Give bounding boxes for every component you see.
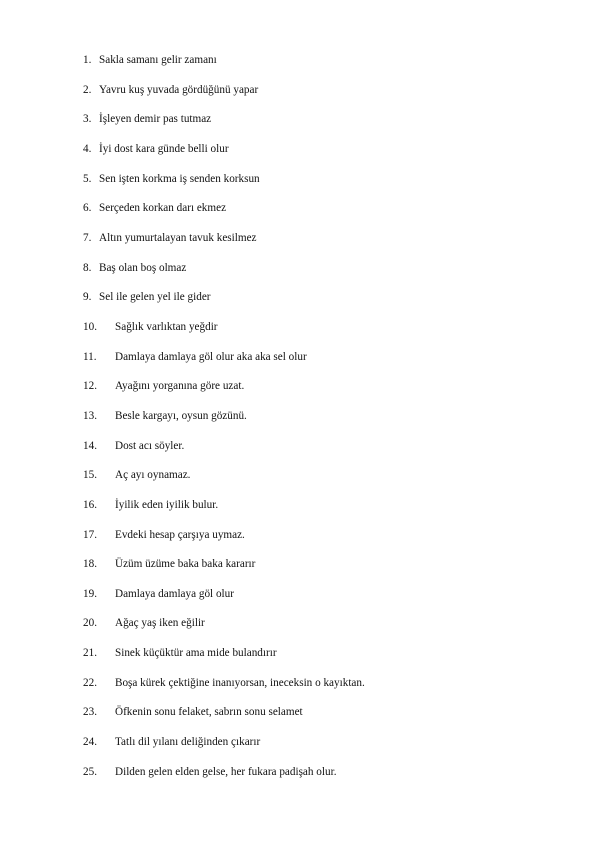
item-number: 18. bbox=[83, 558, 97, 571]
item-number: 14. bbox=[83, 439, 97, 452]
item-text: İyilik eden iyilik bulur. bbox=[115, 498, 219, 511]
item-number: 21. bbox=[83, 647, 97, 660]
item-number: 15. bbox=[83, 469, 97, 482]
list-item bbox=[83, 201, 563, 231]
item-text: Dilden gelen elden gelse, her fukara padişah olur. bbox=[115, 765, 337, 778]
list-item bbox=[83, 616, 563, 646]
item-number: 22. bbox=[83, 676, 97, 689]
item-text: Damlaya damlaya göl olur aka aka sel olur bbox=[115, 350, 307, 363]
list-item bbox=[83, 320, 563, 350]
item-number: 10. bbox=[83, 320, 97, 333]
list-item bbox=[83, 261, 563, 291]
list-item bbox=[83, 112, 563, 142]
item-number: 4. bbox=[83, 142, 92, 155]
list-item bbox=[83, 705, 563, 735]
list-item bbox=[83, 231, 563, 261]
item-text: Altın yumurtalayan tavuk kesilmez bbox=[99, 231, 257, 244]
item-text: Sen işten korkma iş senden korksun bbox=[99, 172, 260, 185]
item-text: Tatlı dil yılanı deliğinden çıkarır bbox=[115, 736, 261, 749]
item-text: Evdeki hesap çarşıya uymaz. bbox=[115, 528, 245, 541]
item-text: İyi dost kara günde belli olur bbox=[99, 142, 229, 155]
item-text: Yavru kuş yuvada gördüğünü yapar bbox=[99, 83, 259, 96]
item-text: Serçeden korkan darı ekmez bbox=[99, 202, 227, 215]
item-text: Üzüm üzüme baka baka kararır bbox=[115, 558, 256, 571]
list-item bbox=[83, 439, 563, 469]
item-number: 11. bbox=[83, 350, 97, 363]
list-item bbox=[83, 498, 563, 528]
item-number: 24. bbox=[83, 736, 97, 749]
item-number: 2. bbox=[83, 83, 92, 96]
item-text: Dost acı söyler. bbox=[115, 439, 185, 452]
list-item bbox=[83, 53, 563, 83]
item-text: Besle kargayı, oysun gözünü. bbox=[115, 409, 247, 422]
item-number: 8. bbox=[83, 261, 92, 274]
item-number: 1. bbox=[83, 54, 92, 66]
list-item bbox=[83, 468, 563, 498]
item-number: 7. bbox=[83, 231, 92, 244]
item-text: Sağlık varlıktan yeğdir bbox=[115, 320, 218, 333]
item-number: 25. bbox=[83, 765, 97, 778]
item-text: İşleyen demir pas tutmaz bbox=[99, 113, 212, 126]
proverb-list bbox=[83, 53, 563, 794]
item-text: Sakla samanı gelir zamanı bbox=[99, 54, 217, 66]
item-number: 9. bbox=[83, 291, 92, 304]
item-text: Sinek küçüktür ama mide bulandırır bbox=[115, 647, 277, 660]
item-number: 3. bbox=[83, 113, 92, 126]
list-item bbox=[83, 765, 563, 795]
list-item bbox=[83, 379, 563, 409]
item-number: 20. bbox=[83, 617, 97, 630]
item-number: 16. bbox=[83, 498, 97, 511]
list-item bbox=[83, 290, 563, 320]
item-text: Damlaya damlaya göl olur bbox=[115, 587, 234, 600]
item-text: Sel ile gelen yel ile gider bbox=[99, 291, 211, 304]
item-number: 19. bbox=[83, 587, 97, 600]
list-item bbox=[83, 528, 563, 558]
list-item bbox=[83, 735, 563, 765]
item-number: 6. bbox=[83, 202, 92, 215]
list-item bbox=[83, 83, 563, 113]
list-item bbox=[83, 142, 563, 172]
item-number: 13. bbox=[83, 409, 97, 422]
item-number: 5. bbox=[83, 172, 92, 185]
item-text: Ağaç yaş iken eğilir bbox=[115, 617, 205, 630]
list-item bbox=[83, 409, 563, 439]
item-text: Öfkenin sonu felaket, sabrın sonu selamet bbox=[115, 706, 303, 719]
list-item bbox=[83, 557, 563, 587]
list-item bbox=[83, 676, 563, 706]
item-number: 17. bbox=[83, 528, 97, 541]
list-item bbox=[83, 646, 563, 676]
list-item bbox=[83, 587, 563, 617]
item-text: Boşa kürek çektiğine inanıyorsan, ineceksin o kayıktan. bbox=[115, 676, 365, 689]
item-text: Baş olan boş olmaz bbox=[99, 261, 187, 274]
list-item bbox=[83, 350, 563, 380]
item-text: Ayağını yorganına göre uzat. bbox=[115, 380, 245, 393]
item-number: 12. bbox=[83, 380, 97, 393]
item-text: Aç ayı oynamaz. bbox=[115, 469, 191, 482]
item-number: 23. bbox=[83, 706, 97, 719]
list-item bbox=[83, 172, 563, 202]
